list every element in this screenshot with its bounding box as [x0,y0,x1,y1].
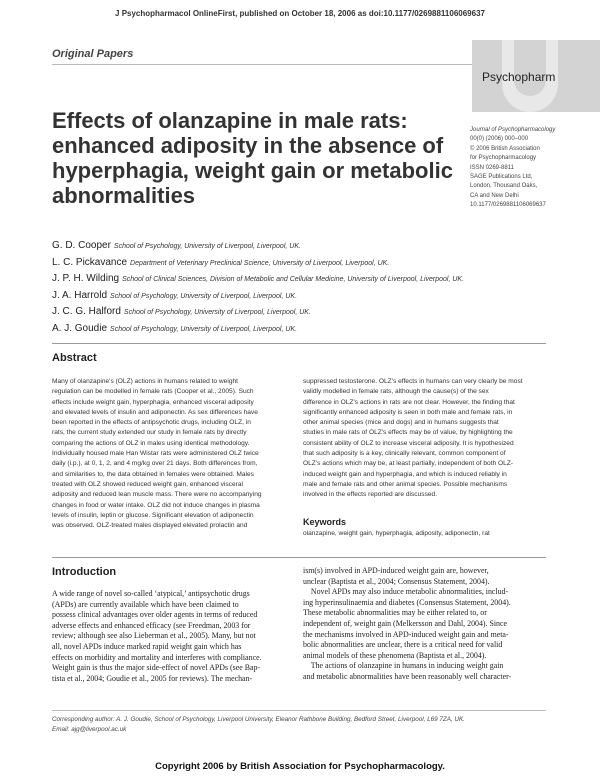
abstract-line: rats, the current study extended our study in female rats by directly [52,429,247,437]
abstract-heading: Abstract [52,352,97,364]
body-line: the mechanisms involved in APD-induced weight gain and meta- [303,629,509,639]
author-name: A. J. Goudie [52,322,108,334]
author-entry [52,257,572,274]
body-line: unclear (Baptista et al., 2004; Consensus Statement, 2004). [303,576,490,586]
keywords-heading: Keywords [303,517,347,527]
volume-info: 00(0) (2006) 000–000 [470,136,529,143]
body-line: independent of, weight gain (Melkersson and Dahl, 2004). Since [303,618,508,628]
body-line: These metabolic abnormalities may be either related to, or [303,608,487,618]
body-line: tista et al., 2004; Goudie et al., 2005 for reviews). The mechan- [52,673,253,683]
copyright-line-2: for Psychopharmacology [470,155,537,162]
abstract-line: studies in male rats of OLZ's effects may be of value, by highlighting the [303,429,513,437]
abstract-line: and similarities to, the data obtained in females were obtained. Males [52,470,254,478]
journal-logo-text: Psychopharm [482,70,556,84]
issn: ISSN 0269-8811 [470,164,514,171]
author-entry [52,306,572,323]
doi: 10.1177/0269881106069637 [470,202,546,209]
abstract-line: significantly enhanced adiposity is seen in both male and female rats, in [303,408,513,416]
body-line: A wide range of novel so-called ‘atypical,’ antipsychotic drugs [52,589,250,598]
publisher: SAGE Publications Ltd, [470,174,533,181]
section-label: Original Papers [52,48,134,60]
abstract-column-right [303,377,546,501]
abstract-line: treated with OLZ showed reduced weight gain, enhanced visceral [52,480,243,488]
body-line: ism(s) involved in APD-induced weight gain are, however, [303,566,489,575]
body-line: adverse effects and enhanced efficacy (see Freedman, 2003 for [52,620,251,630]
abstract-line: was observed. OLZ-treated males displayed elevated prolactin and [52,522,248,530]
intro-column-left [52,589,295,684]
introduction-heading: Introduction [52,566,117,578]
copyright-line: © 2006 British Association [470,145,540,152]
article-title: Effects of olanzapine in male rats: enhanced adiposity in the absence of hyperphagia, weight gain or metabolic abnormalities [52,108,453,208]
copyright-footer: Copyright 2006 by British Association for Psychopharmacology. [155,761,445,772]
author-email: Email: ajg@liverpool.ac.uk [52,725,127,733]
abstract-line: induced weight gain and hyperphagia, and which is induced reliably in [303,470,507,478]
author-affiliation: School of Psychology, University of Liverpool, Liverpool, UK. [110,292,298,300]
publisher-place-2: CA and New Delhi [470,192,519,199]
abstract-line: daily (i.p.), at 0, 1, 2, and 4 mg/kg over 21 days. Both differences from, [52,460,258,468]
journal-logo-mark-inner [514,40,546,96]
abstract-line: effects include weight gain, hyperphagia, enhanced visceral adiposity [52,398,254,406]
publication-info [470,126,595,211]
author-entry [52,240,572,257]
abstract-line: regulation can be modelled in female rats (Cooper et al., 2005). Such [52,388,254,396]
author-entry [52,290,572,307]
footnotes [52,715,465,734]
body-line: (APDs) are currently available which have been claimed to [52,599,239,609]
body-line: ing hyperinsulinaemia and diabetes (Consensus Statement, 2004). [303,597,511,607]
body-line: Weight gain is thus the major side-effect of novel APDs (see Bap- [52,663,261,673]
doi-banner: J Psychopharmacol OnlineFirst, published on October 18, 2006 as doi:10.1177/0269881106069637 [115,9,485,18]
body-line: all, novel APDs induce marked rapid weight gain which has [52,641,242,651]
corresponding-author: Corresponding author: A. J. Goudie, School of Psychology, Liverpool University, Eleanor Rathbone Building, Bedford Street, Liverpool, L69 7ZA, UK. [52,716,465,723]
author-affiliation: School of Psychology, University of Liverpool, Liverpool, UK. [123,309,311,316]
author-entry [52,273,572,290]
author-name: J. A. Harrold [52,289,108,301]
footnote-rule [52,710,546,711]
author-entry [52,323,572,340]
keywords-list: olanzapine, weight gain, hyperphagia, adiposity, adiponectin, rat [303,530,490,537]
author-name: J. C. G. Halford [52,306,121,317]
abstract-line: consistent ability of OLZ to increase visceral adiposity. It is hypothesized [303,439,514,447]
body-line: bolic abnormalities are unclear, there is a critical need for valid [303,640,503,650]
abstract-line: suppressed testosterone. OLZ's effects in humans can very clearly be most [303,378,523,385]
abstract-line: OLZ's actions which may be, at least partially, independent of both OLZ- [303,460,514,468]
header-rule [52,64,478,65]
abstract-line: and elevated levels of insulin and adiponectin. As sex differences have [52,408,258,416]
abstract-line: changes in food or water intake. OLZ did not induce changes in plasma [52,501,260,509]
author-name: J. P. H. Wilding [52,273,120,284]
body-line: possess clinical advantages over older agents in terms of reduced [52,610,258,620]
intro-column-right [303,566,546,683]
body-line: and metabolic abnormalities have been reasonably well character- [303,671,512,681]
publisher-place-1: London, Thousand Oaks, [470,183,538,190]
abstract-line: difference in OLZ's actions in rats are not clear. However, the finding that [303,398,515,406]
author-affiliation: School of Psychology, University of Liverpool, Liverpool, UK. [110,325,298,333]
abstract-line: been reported in the effects of antipsychotic drugs, including OLZ, in [52,419,251,427]
author-affiliation: School of Clinical Sciences, Division of Metabolic and Cellular Medicine, University of Liverpool, Liverpool, UK. [122,276,465,283]
abstract-line: adiposity and reduced lean muscle mass. There were no accompanying [52,491,262,499]
body-line: animal models of these phenomena (Baptista et al., 2004). [303,650,487,660]
journal-name: Journal of Psychopharmacology [470,127,556,133]
body-line: review; although see also Lieberman et al., 2005). Many, but not [52,631,256,641]
abstract-line: validly modelled in female rats, although the cause(s) of the sex [303,388,489,396]
body-line: Novel APDs may also induce metabolic abnormalities, includ- [303,587,509,597]
author-name: G. D. Cooper [52,240,111,251]
abstract-line: comparing the actions of OLZ in males using identical methodology. [52,439,250,447]
abstract-line: levels of insulin, leptin or glucose. Significant elevation of adiponectin [52,511,254,519]
author-list [52,240,572,339]
abstract-column-left [52,377,295,531]
body-line: effects on morbidity and mortality and interferes with compliance. [52,652,262,662]
abstract-line: that such adiposity is a key, clinically relevant, common component of [303,450,506,458]
abstract-line: other animal species (mice and dogs) and in humans suggests that [303,419,499,427]
author-affiliation: Department of Veterinary Preclinical Science, University of Liverpool, Liverpool, UK. [130,259,390,267]
abstract-line: Individually housed male Han Wistar rats were administered OLZ twice [52,450,259,458]
intro-rule [52,557,546,558]
author-name: L. C. Pickavance [52,256,128,268]
abstract-rule [52,343,546,344]
abstract-line: male and female rats and other animal species. Possible mechanisms [303,480,508,488]
author-affiliation: School of Psychology, University of Liverpool, Liverpool, UK. [113,243,301,250]
abstract-line: Many of olanzapine's (OLZ) actions in humans related to weight [52,378,238,385]
body-line: The actions of olanzapine in humans in inducing weight gain [303,661,504,671]
abstract-line: involved in the effects reported are discussed. [303,491,438,499]
